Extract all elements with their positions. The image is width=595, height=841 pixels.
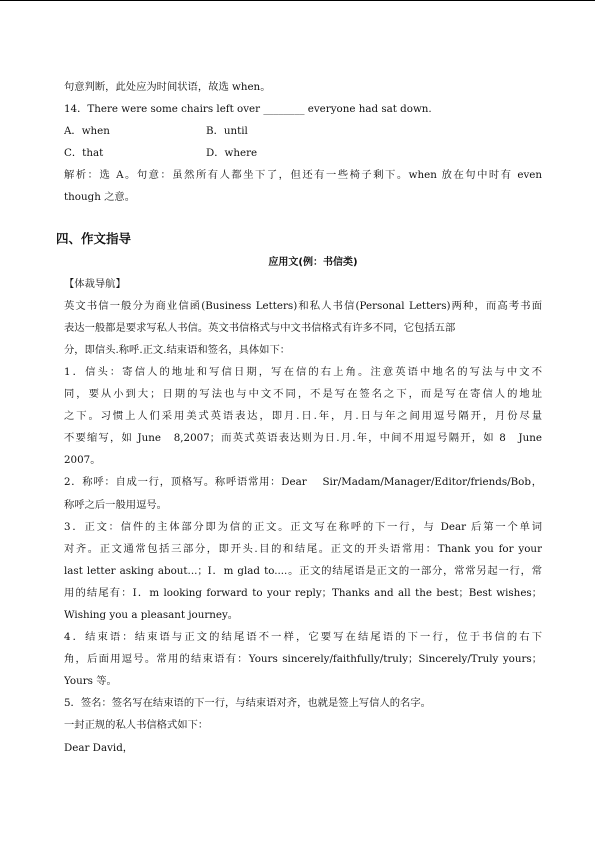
section-subtitle: 应用文(例：书信类) (268, 256, 358, 268)
options-row-1 (64, 120, 542, 142)
options-row-2 (64, 142, 542, 164)
option-a: A．when (64, 125, 110, 138)
salutation-paragraph (64, 471, 542, 515)
paragraph-line: 同，要从小到大；日期的写法也与中文不同，不是写在签名之下，而是写在寄信人的地址 (64, 388, 542, 401)
paragraph-line: Wishing you a pleasant journey。 (64, 608, 239, 621)
paragraph-line: 用的结尾有：I．m looking forward to your reply；Thanks and all the best；Best wishes； (64, 586, 542, 599)
option-c: C．that (64, 147, 104, 160)
paragraph-line: 表达一般都是要求写私人书信。英文书信格式与中文书信格式有许多不同，它包括五部 (64, 321, 456, 334)
analysis-line: 解析：选 A。句意：虽然所有人都坐下了，但还有一些椅子剩下。when 放在句中时有 even (64, 169, 542, 182)
paragraph-line: 2007。 (64, 454, 101, 467)
question-stem: 14．There were some chairs left over ________ everyone had sat down. (64, 103, 432, 116)
heading-paragraph (64, 361, 542, 471)
paragraph-line: 分，即信头.称呼.正文.结束语和签名，具体如下： (64, 343, 291, 356)
closing-paragraph (64, 626, 542, 692)
section-title: 四、作文指导 (56, 230, 132, 246)
paragraph-line: 4．结束语：结束语与正文的结尾语不一样，它要写在结尾语的下一行，位于书信的右下 (64, 631, 542, 644)
paragraph-line: 英文书信一般分为商业信函(Business Letters)和私人书信(Personal Letters)两种，而高考书面 (64, 299, 542, 312)
question-14 (64, 98, 542, 208)
paragraph-line: last letter asking about...；I．m glad to....。正文的结尾语是正文的一部分，常常另起一行，常 (64, 564, 542, 577)
paragraph-line: Yours 等。 (64, 675, 117, 688)
body-paragraph (64, 516, 542, 626)
paragraph-line: 对齐。正文通常包括三部分，即开头.目的和结尾。正文的开头语常用：Thank you for your (64, 542, 542, 555)
paragraph-line: 5．签名：签名写在结束语的下一行，与结束语对齐，也就是签上写信人的名字。 (64, 697, 431, 710)
paragraph-line: 不要缩写，如 June 8,2007；而英式英语表达则为日.月.年，中间不用逗号隔开，如 8 June (64, 432, 542, 445)
paragraph-line: 1．信头：寄信人的地址和写信日期，写在信的右上角。注意英语中地名的写法与中文不 (64, 365, 542, 378)
signature-paragraph (64, 692, 542, 758)
paragraph-line: 角，后面用逗号。常用的结束语有：Yours sincerely/faithfully/truly；Sincerely/Truly yours； (64, 653, 542, 666)
intro-paragraph (64, 295, 542, 361)
document-page (56, 76, 542, 759)
option-b: B．until (206, 125, 248, 138)
option-d: D．where (206, 147, 258, 160)
analysis-line: though 之意。 (64, 191, 135, 204)
paragraph-line: 之下。习惯上人们采用美式英语表达，即月.日.年，月.日与年之间用逗号隔开，月份尽量 (64, 410, 542, 423)
paragraph-line: 2．称呼：自成一行，顶格写。称呼语常用：Dear Sir/Madam/Manager/Editor/friends/Bob， (64, 476, 542, 489)
paragraph-line: 3．正文：信件的主体部分即为信的正文。正文写在称呼的下一行，与 Dear 后第一个单词 (64, 520, 542, 533)
letter-greeting: Dear David， (64, 741, 134, 754)
paragraph-line: 一封正规的私人书信格式如下： (64, 719, 209, 732)
answer-explanation-line: 句意判断，此处应为时间状语，故选 when。 (64, 81, 271, 93)
genre-nav-label: 【体裁导航】 (64, 277, 126, 290)
page-top-border (0, 0, 595, 1)
paragraph-line: 称呼之后一般用逗号。 (64, 498, 167, 511)
